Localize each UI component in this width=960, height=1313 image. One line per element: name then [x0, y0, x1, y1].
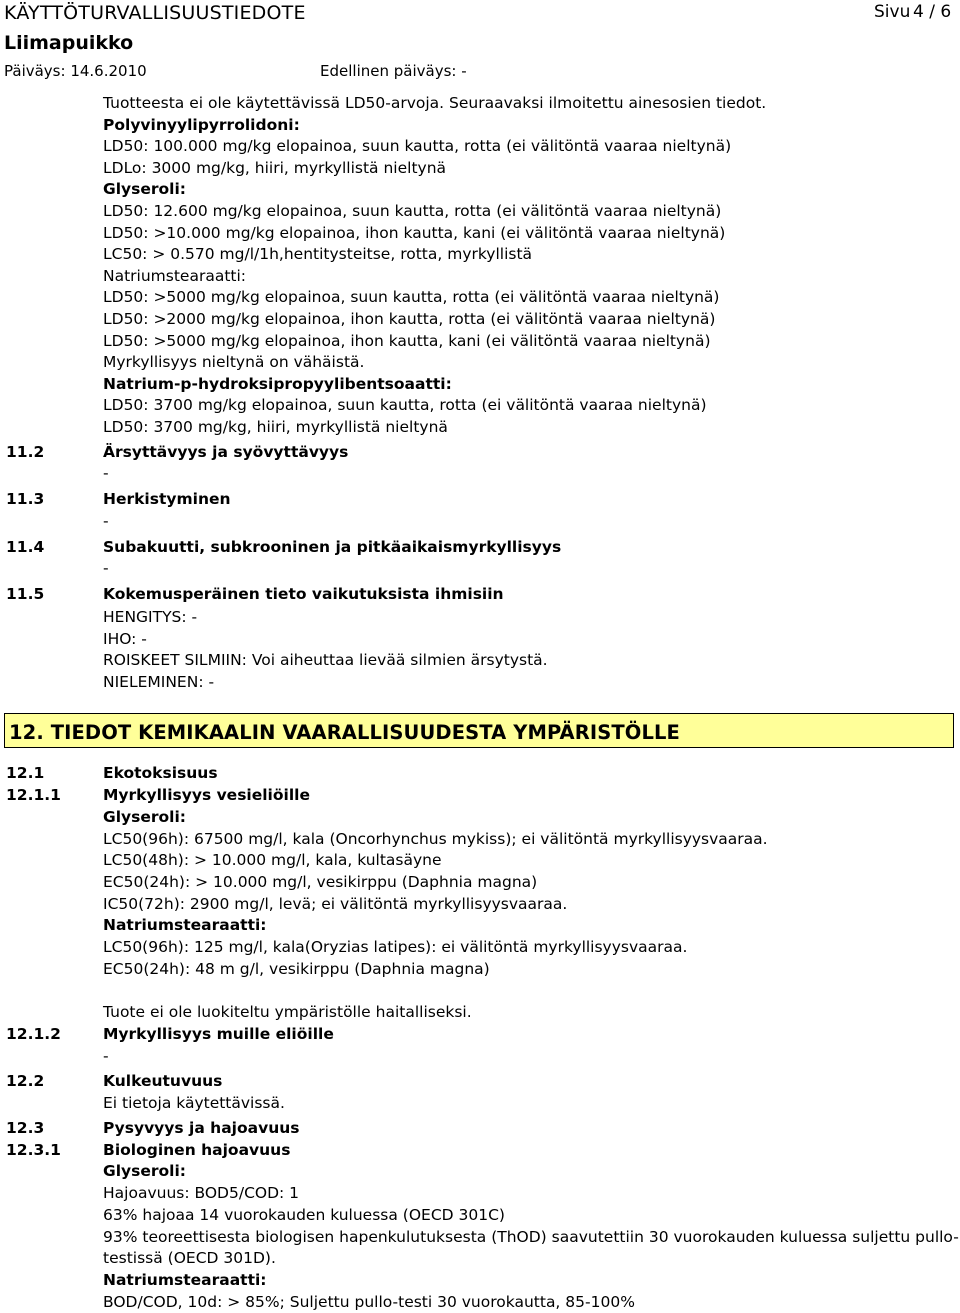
toxicity-line: LDLo: 3000 mg/kg, hiiri, myrkyllistä nieltynä — [103, 159, 447, 177]
section-heading: Kokemusperäinen tieto vaikutuksista ihmisiin — [103, 585, 504, 603]
toxicity-line: LD50: >10.000 mg/kg elopainoa, ihon kautta, kani (ei välitöntä vaaraa nieltynä) — [103, 224, 726, 242]
toxicity-line: Natriumstearaatti: — [103, 267, 247, 285]
toxicity-line: EC50(24h): > 10.000 mg/l, vesikirppu (Daphnia magna) — [103, 873, 538, 891]
substance-heading: Glyseroli: — [103, 1162, 186, 1180]
toxicity-line: LD50: >5000 mg/kg elopainoa, ihon kautta, kani (ei välitöntä vaaraa nieltynä) — [103, 332, 711, 350]
exposure-skin: IHO: - — [103, 630, 147, 648]
toxicity-line: LD50: >2000 mg/kg elopainoa, ihon kautta, rotta (ei välitöntä vaaraa nieltynä) — [103, 310, 716, 328]
section-value: - — [103, 464, 109, 482]
toxicity-line: LD50: 12.600 mg/kg elopainoa, suun kautta, rotta (ei välitöntä vaaraa nieltynä) — [103, 202, 722, 220]
section-number: 12.3.1 — [6, 1141, 61, 1159]
date-label: Päiväys: 14.6.2010 — [4, 62, 147, 80]
substance-heading: Natriumstearaatti: — [103, 916, 267, 934]
toxicity-line: EC50(24h): 48 m g/l, vesikirppu (Daphnia magna) — [103, 960, 490, 978]
toxicity-line: LD50: >5000 mg/kg elopainoa, suun kautta, rotta (ei välitöntä vaaraa nieltynä) — [103, 288, 720, 306]
classification-note: Tuote ei ole luokiteltu ympäristölle haitalliseksi. — [103, 1003, 472, 1021]
section-heading: Pysyvyys ja hajoavuus — [103, 1119, 300, 1137]
section-heading: Herkistyminen — [103, 490, 231, 508]
section-heading: Biologinen hajoavuus — [103, 1141, 291, 1159]
section-heading: Myrkyllisyys vesieliöille — [103, 786, 310, 804]
section-heading: Kulkeutuvuus — [103, 1072, 223, 1090]
section-number: 12.1.1 — [6, 786, 61, 804]
section-number: 12.3 — [6, 1119, 45, 1137]
section-value: - — [103, 512, 109, 530]
substance-heading: Natrium-p-hydroksipropyylibentsoaatti: — [103, 375, 452, 393]
section-number: 12.2 — [6, 1072, 45, 1090]
degradation-line: Hajoavuus: BOD5/COD: 1 — [103, 1184, 300, 1202]
toxicity-line: LC50: > 0.570 mg/l/1h,hentitysteitse, rotta, myrkyllistä — [103, 245, 533, 263]
substance-heading: Glyseroli: — [103, 808, 186, 826]
toxicity-line: LD50: 3700 mg/kg elopainoa, suun kautta, rotta (ei välitöntä vaaraa nieltynä) — [103, 396, 707, 414]
toxicity-line: LD50: 100.000 mg/kg elopainoa, suun kautta, rotta (ei välitöntä vaaraa nieltynä) — [103, 137, 732, 155]
toxicity-line: LD50: 3700 mg/kg, hiiri, myrkyllistä nieltynä — [103, 418, 448, 436]
exposure-inhalation: HENGITYS: - — [103, 608, 198, 626]
toxicity-line: LC50(48h): > 10.000 mg/l, kala, kultasäyne — [103, 851, 442, 869]
toxicity-line: Tuotteesta ei ole käytettävissä LD50-arvoja. Seuraavaksi ilmoitettu ainesosien tiedot. — [103, 94, 767, 112]
previous-date-label: Edellinen päiväys: - — [320, 62, 467, 80]
toxicity-line: Myrkyllisyys nieltynä on vähäistä. — [103, 353, 365, 371]
section-number: 11.5 — [6, 585, 45, 603]
document-title: KÄYTTÖTURVALLISUUSTIEDOTE — [4, 2, 306, 24]
section-heading: Ekotoksisuus — [103, 764, 218, 782]
section-heading: Subakuutti, subkrooninen ja pitkäaikaismyrkyllisyys — [103, 538, 562, 556]
page-number: 4 / 6 — [913, 2, 952, 22]
degradation-line: testissä (OECD 301D). — [103, 1249, 276, 1267]
exposure-eyes: ROISKEET SILMIIN: Voi aiheuttaa lievää silmien ärsytystä. — [103, 651, 548, 669]
toxicity-line: LC50(96h): 125 mg/l, kala(Oryzias latipes): ei välitöntä myrkyllisyysvaaraa. — [103, 938, 688, 956]
section-number: 12.1.2 — [6, 1025, 61, 1043]
degradation-line: 63% hajoaa 14 vuorokauden kuluessa (OECD 301C) — [103, 1206, 505, 1224]
degradation-line: BOD/COD, 10d: > 85%; Suljettu pullo-testi 30 vuorokautta, 85-100% — [103, 1293, 635, 1311]
toxicity-line: LC50(96h): 67500 mg/l, kala (Oncorhynchus mykiss); ei välitöntä myrkyllisyysvaaraa. — [103, 830, 768, 848]
toxicity-line: IC50(72h): 2900 mg/l, levä; ei välitöntä myrkyllisyysvaaraa. — [103, 895, 568, 913]
section-heading: Myrkyllisyys muille eliöille — [103, 1025, 334, 1043]
section-value: Ei tietoja käytettävissä. — [103, 1094, 285, 1112]
section-number: 11.4 — [6, 538, 45, 556]
page-label: Sivu — [874, 2, 911, 22]
section-12-heading-box — [4, 713, 954, 748]
product-name: Liimapuikko — [4, 32, 134, 54]
substance-heading: Glyseroli: — [103, 180, 186, 198]
section-number: 11.3 — [6, 490, 45, 508]
section-number: 11.2 — [6, 443, 45, 461]
section-value: - — [103, 559, 109, 577]
degradation-line: 93% teoreettisesta biologisen hapenkulutuksesta (ThOD) saavutettiin 30 vuorokauden kuluessa suljettu pullo- — [103, 1228, 959, 1246]
section-number: 12.1 — [6, 764, 45, 782]
exposure-ingestion: NIELEMINEN: - — [103, 673, 215, 691]
section-value: - — [103, 1047, 109, 1065]
substance-heading: Natriumstearaatti: — [103, 1271, 267, 1289]
section-12-heading: 12. TIEDOT KEMIKAALIN VAARALLISUUDESTA YMPÄRISTÖLLE — [9, 721, 680, 744]
section-heading: Ärsyttävyys ja syövyttävyys — [103, 443, 349, 461]
substance-heading: Polyvinyylipyrrolidoni: — [103, 116, 300, 134]
